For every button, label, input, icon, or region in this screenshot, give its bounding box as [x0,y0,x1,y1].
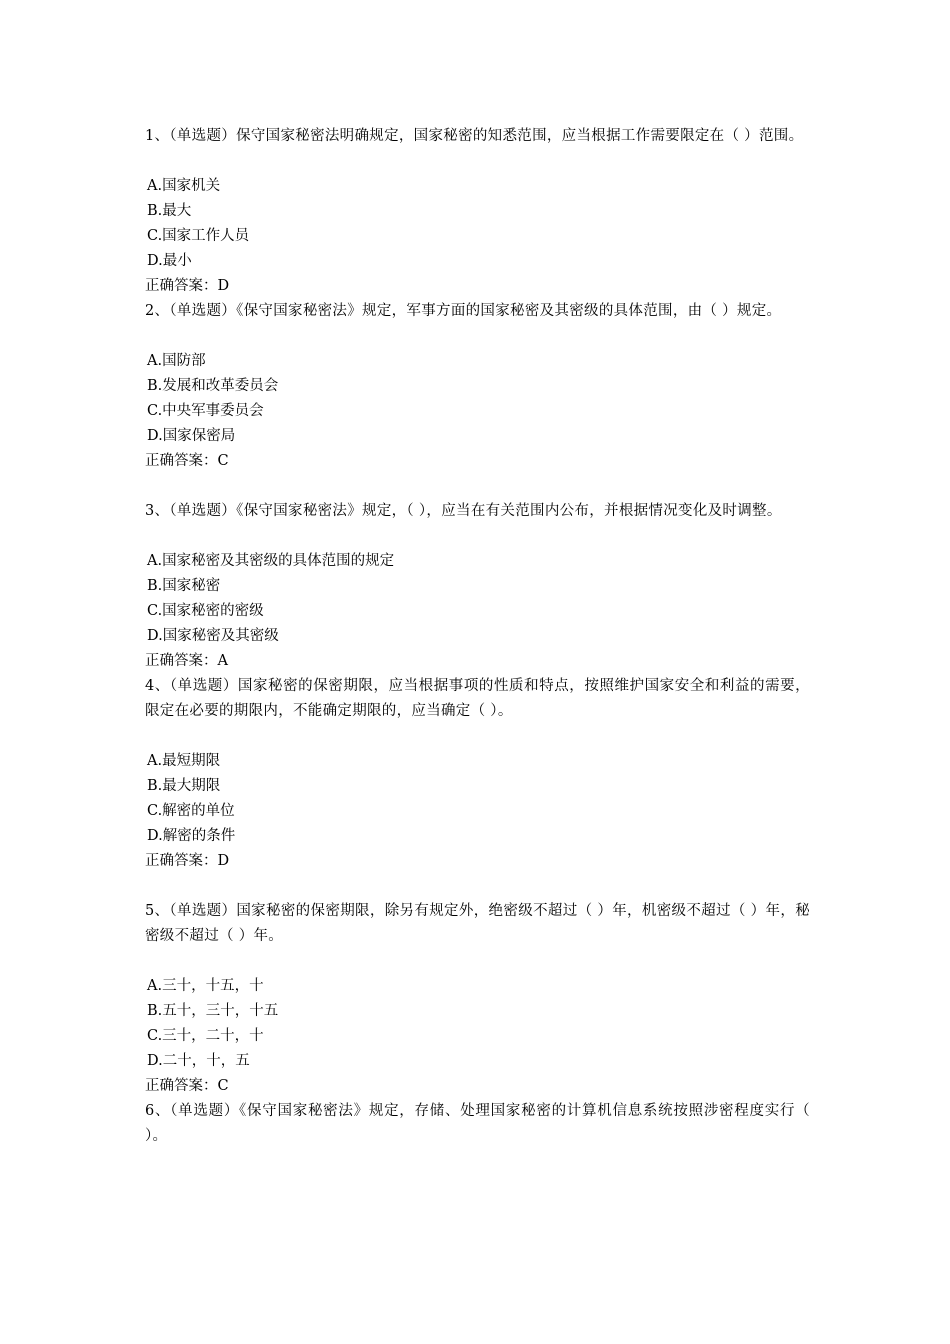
question-stem: 6、（单选题）《保守国家秘密法》规定，存储、处理国家秘密的计算机信息系统按照涉密程度实行（ ）。 [145,1103,810,1144]
option-c: C.中央军事委员会 [147,403,264,419]
option-c: C.国家秘密的密级 [147,603,264,619]
option-b: B.最大 [147,203,192,219]
question-2 [145,299,810,499]
option-a: A.最短期限 [147,753,221,769]
question-5 [145,899,810,1099]
option-d: D.国家保密局 [147,428,236,444]
question-4 [145,674,810,899]
correct-answer: 正确答案：C [145,1078,229,1094]
question-stem: 3、（单选题）《保守国家秘密法》规定，（ ），应当在有关范围内公布，并根据情况变化及时调整。 [145,503,782,519]
option-d: D.解密的条件 [147,828,236,844]
question-stem: 1、（单选题）保守国家秘密法明确规定，国家秘密的知悉范围，应当根据工作需要限定在（ ）范围。 [145,128,804,144]
option-a: A.国防部 [147,353,206,369]
document-page [145,124,810,1149]
question-1 [145,124,810,299]
option-a: A.国家机关 [147,178,221,194]
blank-line [145,474,810,499]
blank-line [145,874,810,899]
option-c: C.解密的单位 [147,803,235,819]
option-c: C.三十，二十，十 [147,1028,264,1044]
blank-line [145,949,810,974]
blank-line [145,524,810,549]
correct-answer: 正确答案：D [145,853,230,869]
option-b: B.国家秘密 [147,578,221,594]
question-6 [145,1099,810,1149]
blank-line [145,724,810,749]
correct-answer: 正确答案：C [145,453,229,469]
correct-answer: 正确答案：A [145,653,228,669]
blank-line [145,324,810,349]
question-stem: 5、（单选题）国家秘密的保密期限，除另有规定外，绝密级不超过（ ）年，机密级不超过（ ）年，秘密级不超过（ ）年。 [145,903,810,944]
option-a: A.三十，十五，十 [147,978,264,994]
question-stem: 4、（单选题）国家秘密的保密期限，应当根据事项的性质和特点，按照维护国家安全和利益的需要，限定在必要的期限内，不能确定期限的，应当确定（ ）。 [145,678,810,719]
option-b: B.发展和改革委员会 [147,378,279,394]
option-d: D.二十，十，五 [147,1053,250,1069]
question-3 [145,499,810,674]
option-a: A.国家秘密及其密级的具体范围的规定 [147,553,395,569]
option-b: B.最大期限 [147,778,221,794]
option-c: C.国家工作人员 [147,228,250,244]
option-b: B.五十，三十，十五 [147,1003,279,1019]
blank-line [145,149,810,174]
question-stem: 2、（单选题）《保守国家秘密法》规定，军事方面的国家秘密及其密级的具体范围，由（ ）规定。 [145,303,782,319]
option-d: D.国家秘密及其密级 [147,628,279,644]
correct-answer: 正确答案：D [145,278,230,294]
option-d: D.最小 [147,253,192,269]
